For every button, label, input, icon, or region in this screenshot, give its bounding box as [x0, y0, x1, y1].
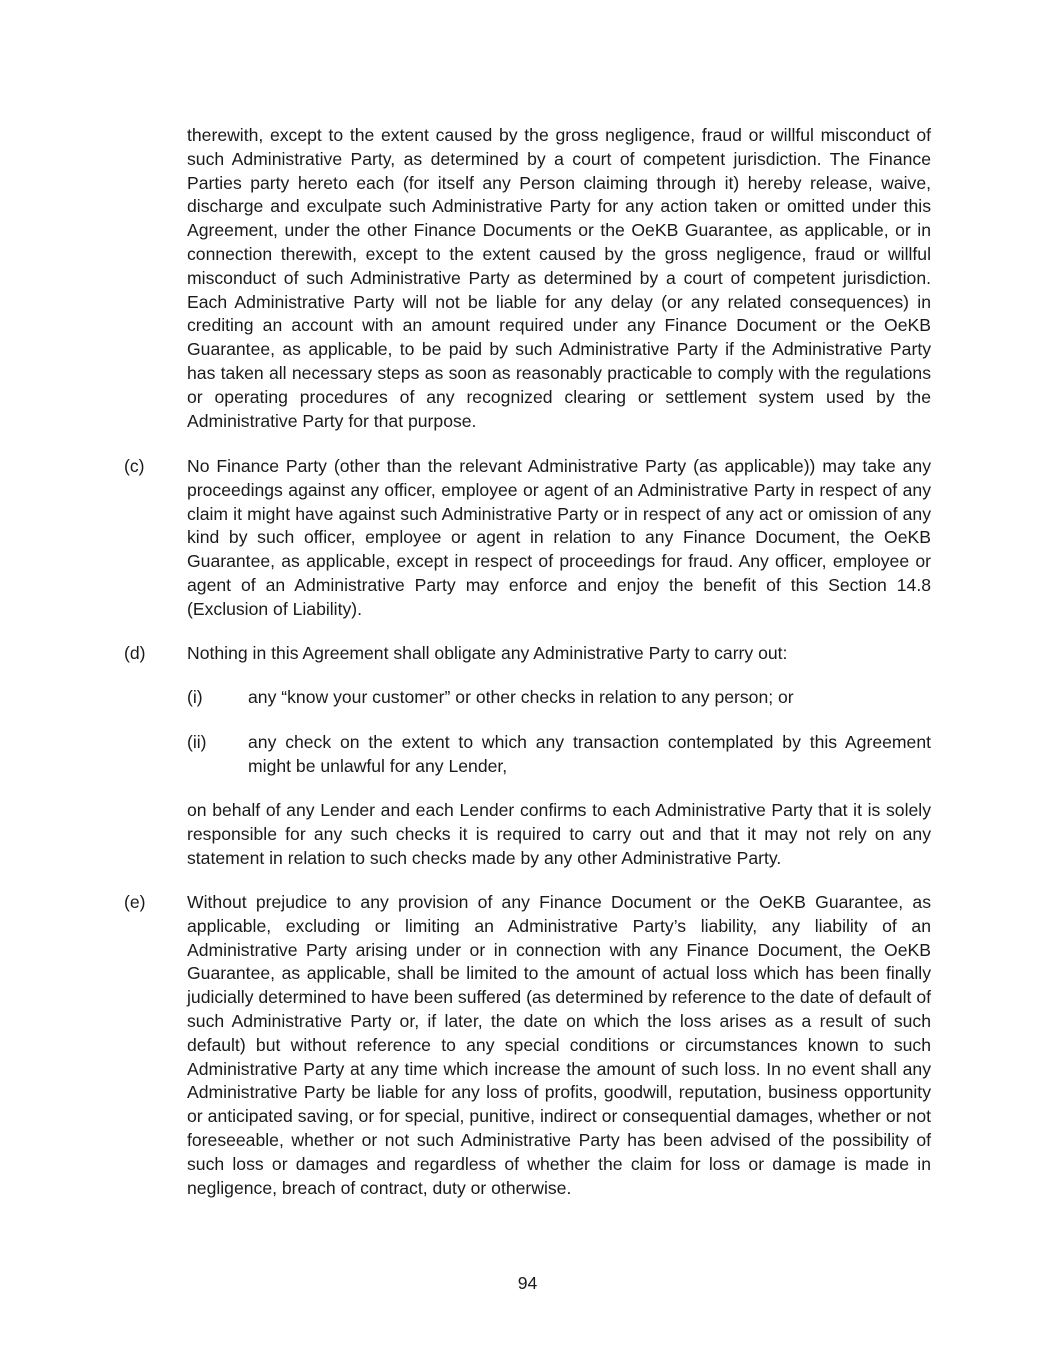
section-d-item-i-label: (i)	[187, 687, 203, 707]
section-d-item-ii-text: any check on the extent to which any transaction contemplated by this Agreement might be unlawful for any Lender,	[248, 732, 931, 776]
continuation-paragraph: therewith, except to the extent caused by the gross negligence, fraud or willful misconduct of such Administrative Party, as determined by a court of competent jurisdiction. The Finance Parties party hereto each (for itself any Person claiming through it) hereby release, waive, discharge and exculpate such Administrative Party for any action taken or omitted under this Agreement, under the other Finance Documents or the OeKB Guarantee, as applicable, or in connection therewith, except to the extent caused by the gross negligence, fraud or willful misconduct of such Administrative Party as determined by a court of competent jurisdiction. Each Administrative Party will not be liable for any delay (or any related consequences) in crediting an account with an amount required under any Finance Document or the OeKB Guarantee, as applicable, to be paid by such Administrative Party if the Administrative Party has taken all necessary steps as soon as reasonably practicable to comply with the regulations or operating procedures of any recognized clearing or settlement system used by the Administrative Party for that purpose.	[187, 125, 931, 431]
section-c-text: No Finance Party (other than the relevant Administrative Party (as applicable)) may take any proceedings against any officer, employee or agent of an Administrative Party in respect of any claim it might have against such Administrative Party or in respect of any act or omission of any kind by such officer, employee or agent in relation to any Finance Document, the OeKB Guarantee, as applicable, except in respect of proceedings for fraud. Any officer, employee or agent of an Administrative Party may enforce and enjoy the benefit of this Section 14.8 (Exclusion of Liability).	[187, 456, 931, 619]
section-d-item-ii-label: (ii)	[187, 732, 207, 752]
section-e-label: (e)	[124, 892, 146, 912]
section-d-label: (d)	[124, 643, 146, 663]
section-d-item-i-text: any “know your customer” or other checks in relation to any person; or	[248, 687, 794, 707]
section-d-text: Nothing in this Agreement shall obligate any Administrative Party to carry out:	[187, 643, 788, 663]
section-c-label: (c)	[124, 456, 145, 476]
section-e-text: Without prejudice to any provision of any Finance Document or the OeKB Guarantee, as applicable, excluding or limiting an Administrative Party’s liability, any liability of an Administrative Party arising under or in connection with any Finance Document, the OeKB Guarantee, as applicable, shall be limited to the amount of actual loss which has been finally judicially determined to have been suffered (as determined by reference to the date of default of such Administrative Party or, if later, the date on which the loss arises as a result of such default) but without reference to any special conditions or circumstances known to such Administrative Party at any time which increase the amount of such loss. In no event shall any Administrative Party be liable for any loss of profits, goodwill, reputation, business opportunity or anticipated saving, or for special, punitive, indirect or consequential damages, whether or not foreseeable, whether or not such Administrative Party has been advised of the possibility of such loss or damages and regardless of whether the claim for loss or damage is made in negligence, breach of contract, duty or otherwise.	[187, 892, 931, 1198]
section-d-tail: on behalf of any Lender and each Lender confirms to each Administrative Party that it is solely responsible for any such checks it is required to carry out and that it may not rely on any statement in relation to such checks made by any other Administrative Party.	[187, 800, 931, 868]
page-number: 94	[517, 1273, 538, 1293]
